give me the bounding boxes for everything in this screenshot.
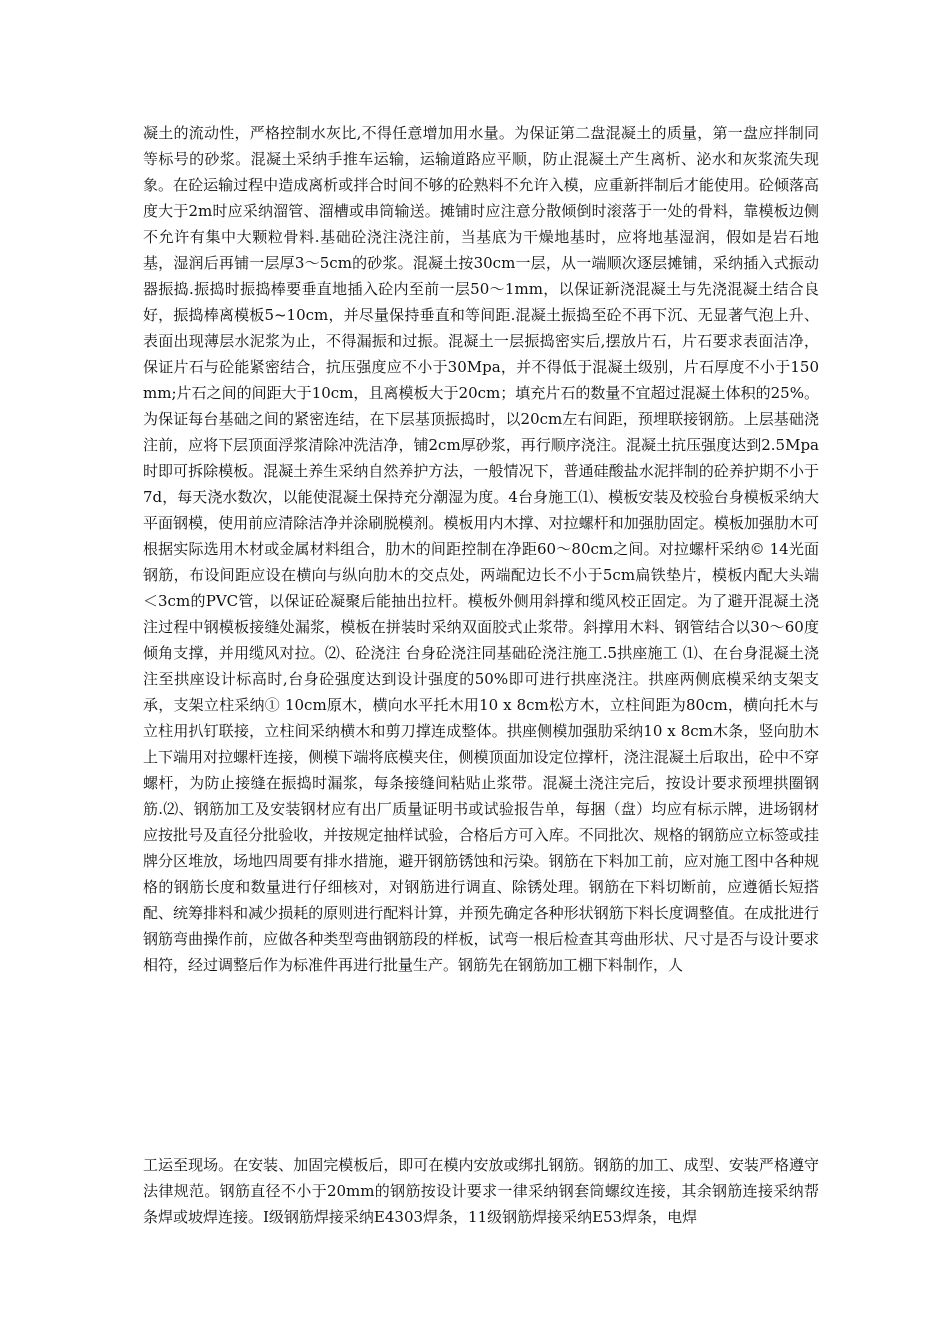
body-paragraph: 凝土的流动性，严格控制水灰比,不得任意增加用水量。为保证第二盘混凝土的质量，第一盘应拌制同等标号的砂浆。混凝土采纳手推车运输，运输道路应平顺，防止混凝土产生离析、泌水和灰浆流失现象。在砼运输过程中造成离析或拌合时间不够的砼熟料不允许入模，应重新拌制后才能使用。砼倾落高度大于2m时应采纳溜管、溜槽或串筒输送。摊铺时应注意分散倾倒时滚落于一处的骨料，靠模板边侧不允许有集中大颗粒骨料.基础砼浇注浇注前，当基底为干燥地基时，应将地基湿润，假如是岩石地基，湿润后再铺一层厚3〜5cm的砂浆。混凝土按30cm一层，从一端顺次逐层摊铺，采纳插入式振动器振捣.振捣时振捣棒要垂直地插入砼内至前一层50〜1mm，以保证新浇混凝土与先浇混凝土结合良好，振捣棒离模板5~10cm，并尽量保持垂直和等间距.混凝土振捣至砼不再下沉、无显著气泡上升、表面出现薄层水泥浆为止，不得漏振和过振。混凝土一层振捣密实后,摆放片石，片石要求表面洁净，保证片石与砼能紧密结合，抗压强度应不小于30Mpa，并不得低于混凝土级别，片石厚度不小于150mm;片石之间的间距大于10cm，且离模板大于20cm；填充片石的数量不宜超过混凝土体积的25%。为保证每台基础之间的紧密连结，在下层基顶振捣时，以20cm左右间距，预埋联接钢筋。上层基础浇注前，应将下层顶面浮浆清除冲洗洁净，铺2cm厚砂浆，再行顺序浇注。混凝土抗压强度达到2.5Mpa时即可拆除模板。混凝土养生采纳自然养护方法，一般情况下，普通硅酸盐水泥拌制的砼养护期不小于7d，每天浇水数次，以能使混凝土保持充分潮湿为度。4台身施工⑴、模板安装及校验台身模板采纳大平面钢模，使用前应清除洁净并涂刷脱模剂。模板用内木撑、对拉螺杆和加强肋固定。模板加强肋木可根据实际选用木材或金属材料组合，肋木的间距控制在净距60〜80cm之间。对拉螺杆采纳© 14光面钢筋，布设间距应设在横向与纵向肋木的交点处，两端配边长不小于5cm扁铁垫片，模板内配大头端＜3cm的PVC管，以保证砼凝聚后能抽出拉杆。模板外侧用斜撑和缆风校正固定。为了避开混凝土浇注过程中钢模板接缝处漏浆，模板在拼装时采纳双面胶式止浆带。斜撑用木料、钢管结合以30〜60度倾角支撑，并用缆风对拉。⑵、砼浇注 台身砼浇注同基础砼浇注施工.5拱座施工 ⑴、在台身混凝土浇注至拱座设计标高时,台身砼强度达到设计强度的50%即可进行拱座浇注。拱座两侧底模采纳支架支承，支架立柱采纳① 10cm原木，横向水平托木用10 x 8cm松方木，立柱间距为80cm，横向托木与立柱用扒钉联接，立柱间采纳横木和剪刀撑连成整体。拱座侧模加强肋采纳10 x 8cm木条，竖向肋木上下端用对拉螺杆连接，侧模下端将底模夹住，侧模顶面加设定位撑杆，浇注混凝土后取出，砼中不穿螺杆，为防止接缝在振捣时漏浆，每条接缝间粘贴止浆带。混凝土浇注完后，按设计要求预埋拱圈钢筋.⑵、钢筋加工及安装钢材应有出厂质量证明书或试验报告单，每捆（盘）均应有标示牌，进场钢材应按批号及直径分批验收，并按规定抽样试验，合格后方可入库。不同批次、规格的钢筋应立标签或挂牌分区堆放，场地四周要有排水措施，避开钢筋锈蚀和污染。钢筋在下料加工前，应对施工图中各种规格的钢筋长度和数量进行仔细核对，对钢筋进行调直、除锈处理。钢筋在下料切断前，应遵循长短搭配、统筹排料和减少损耗的原则进行配料计算，并预先确定各种形状钢筋下料长度调整值。在成批进行钢筋弯曲操作前，应做各种类型弯曲钢筋段的样板，试弯一根后检查其弯曲形状、尺寸是否与设计要求相符，经过调整后作为标准件再进行批量生产。钢筋先在钢筋加工棚下料制作，人 (143, 124, 819, 974)
body-paragraph: 工运至现场。在安装、加固完模板后，即可在模内安放或绑扎钢筋。钢筋的加工、成型、安装严格遵守法律规范。钢筋直径不小于20mm的钢筋按设计要求一律采纳钢套筒螺纹连接，其余钢筋连接采纳帮条焊或坡焊连接。I级钢筋焊接采纳E4303焊条，11级钢筋焊接采纳E53焊条，电焊 (143, 1156, 819, 1226)
